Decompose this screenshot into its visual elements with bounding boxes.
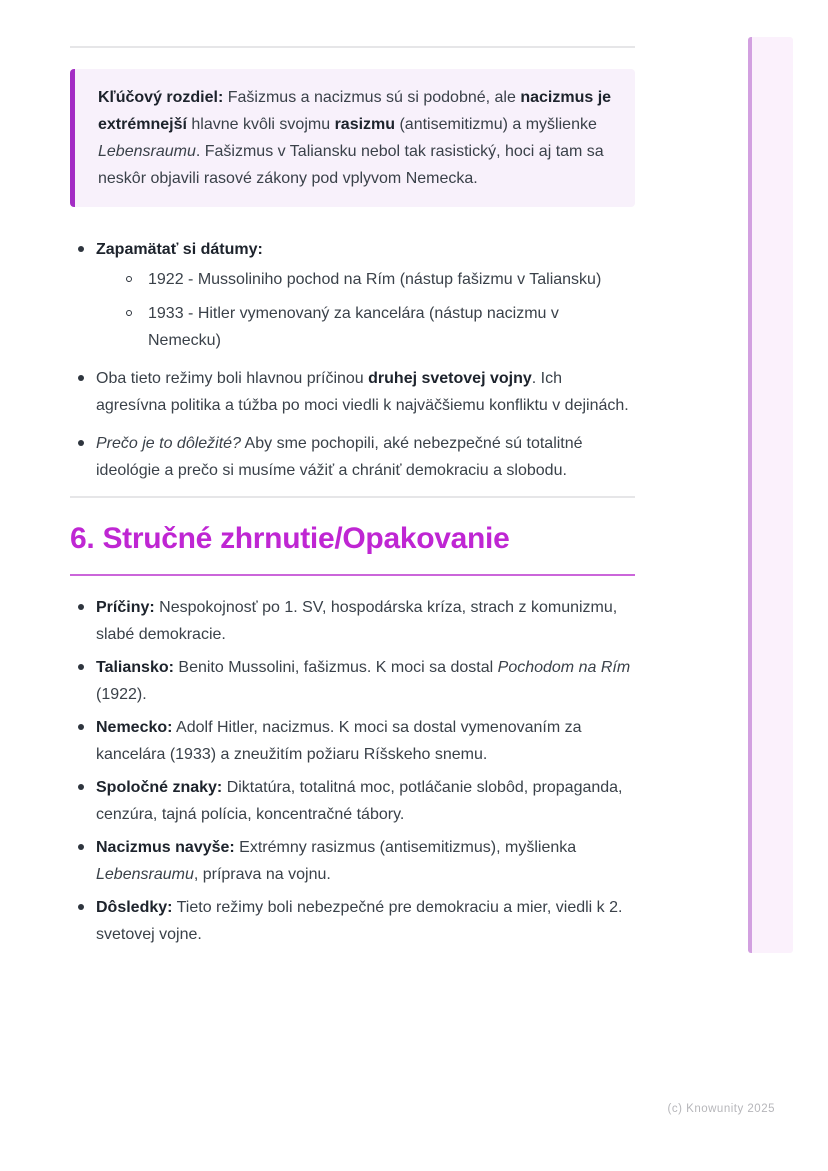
list-item <box>70 654 635 708</box>
list-item-text: Oba tieto režimy boli hlavnou príčinou druhej svetovej vojny. Ich agresívna politika a túžba po moci viedli k najväčšiemu konfliktu v dejinách. <box>96 370 629 414</box>
list-item <box>70 594 635 648</box>
summary-list <box>70 594 635 948</box>
list-item <box>70 365 635 419</box>
list-item <box>70 834 635 888</box>
bullet-icon <box>78 375 84 381</box>
content-column <box>70 0 635 954</box>
copyright-footer: (c) Knowunity 2025 <box>667 1103 775 1115</box>
dates-sublist <box>124 266 635 354</box>
bullet-icon <box>78 844 84 850</box>
list-item <box>70 714 635 768</box>
sub-list-item-text: 1933 - Hitler vymenovaný za kancelára (nástup nacizmu v Nemecku) <box>148 305 559 349</box>
heading-underline <box>70 574 635 576</box>
bullet-icon <box>78 246 84 252</box>
list-item-text: Spoločné znaky: Diktatúra, totalitná moc, potláčanie slobôd, propaganda, cenzúra, tajná polícia, koncentračné tábory. <box>96 779 623 823</box>
bullet-icon <box>78 440 84 446</box>
list-item-text: Prečo je to dôležité? Aby sme pochopili, aké nebezpečné sú totalitné ideológie a prečo si musíme vážiť a chrániť demokraciu a slobodu. <box>96 435 583 479</box>
section-divider-mid <box>70 496 635 498</box>
callout-text: Kľúčový rozdiel: Fašizmus a nacizmus sú si podobné, ale nacizmus je extrémnejší hlavne kvôli svojmu rasizmu (antisemitizmu) a myšlienke Lebensraumu. Fašizmus v Taliansku nebol tak rasistický, hoci aj tam sa neskôr objavili rasové zákony pod vplyvom Nemecka. <box>98 89 612 187</box>
circle-bullet-icon <box>126 276 132 282</box>
key-difference-callout <box>70 69 635 207</box>
section-heading: 6. Stručné zhrnutie/Opakovanie <box>70 522 510 555</box>
list-item-text: Zapamätať si dátumy: <box>96 241 263 258</box>
notes-list <box>70 236 635 484</box>
bullet-icon <box>78 904 84 910</box>
bullet-icon <box>78 664 84 670</box>
list-item-text: Taliansko: Benito Mussolini, fašizmus. K moci sa dostal Pochodom na Rím (1922). <box>96 659 631 703</box>
bullet-icon <box>78 784 84 790</box>
list-item <box>70 236 635 354</box>
list-item-text: Príčiny: Nespokojnosť po 1. SV, hospodárska kríza, strach z komunizmu, slabé demokracie. <box>96 599 618 643</box>
list-item <box>70 774 635 828</box>
section-divider-top <box>70 46 635 48</box>
list-item <box>70 894 635 948</box>
list-item-text: Dôsledky: Tieto režimy boli nebezpečné pre demokraciu a mier, viedli k 2. svetovej vojne. <box>96 899 623 943</box>
sub-list-item <box>124 300 635 354</box>
list-item-text: Nacizmus navyše: Extrémny rasizmus (antisemitizmus), myšlienka Lebensraumu, príprava na vojnu. <box>96 839 577 883</box>
bullet-icon <box>78 724 84 730</box>
sub-list-item <box>124 266 635 293</box>
list-item <box>70 430 635 484</box>
list-item-text: Nemecko: Adolf Hitler, nacizmus. K moci sa dostal vymenovaním za kancelára (1933) a zneužitím požiaru Ríšskeho snemu. <box>96 719 582 763</box>
bullet-icon <box>78 604 84 610</box>
circle-bullet-icon <box>126 310 132 316</box>
page-edge-strip <box>748 37 793 953</box>
sub-list-item-text: 1922 - Mussoliniho pochod na Rím (nástup fašizmu v Taliansku) <box>148 271 602 288</box>
